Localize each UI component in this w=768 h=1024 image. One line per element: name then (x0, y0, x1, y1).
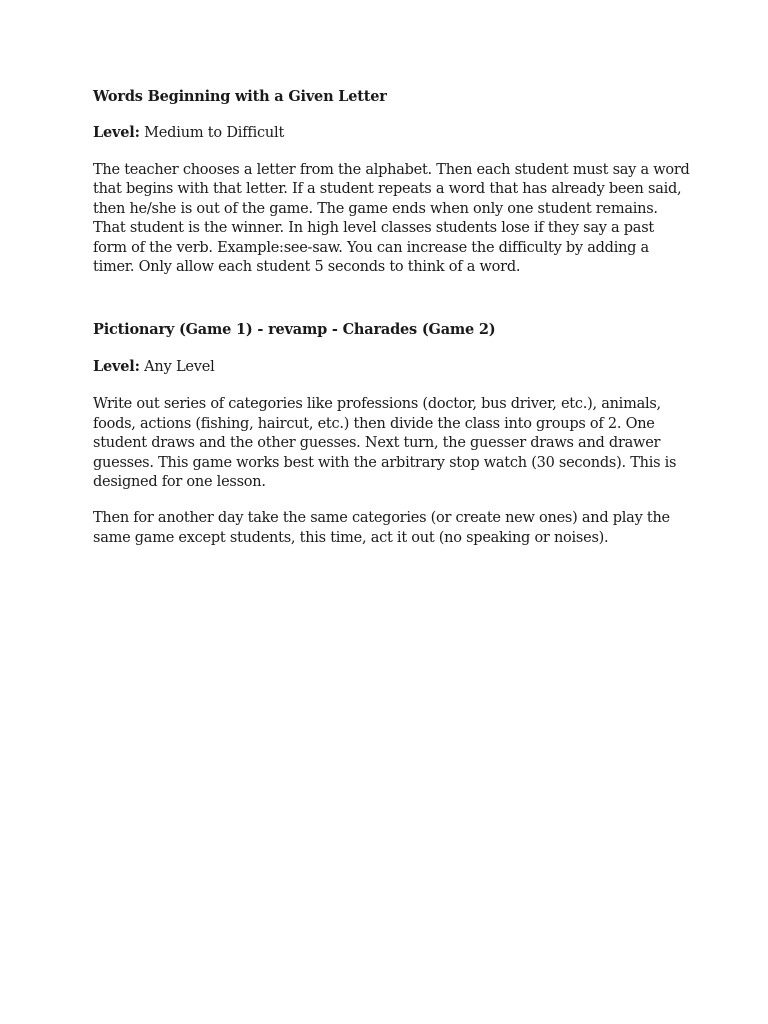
section-title-words-beginning: Words Beginning with a Given Letter (93, 88, 387, 105)
paragraph-line: That student is the winner. In high level classes students lose if they say a past (93, 220, 654, 237)
paragraph-line: timer. Only allow each student 5 seconds to think of a word. (93, 259, 521, 276)
document-page (93, 87, 690, 548)
paragraph-line: foods, actions (fishing, haircut, etc.) then divide the class into groups of 2. One (93, 415, 655, 432)
section-title-pictionary-charades: Pictionary (Game 1) - revamp - Charades (Game 2) (93, 321, 496, 339)
level-label: Level: (93, 124, 140, 141)
level-line-section1 (93, 123, 668, 143)
level-value: Any Level (144, 359, 215, 376)
paragraph-line: then he/she is out of the game. The game ends when only one student remains. (93, 200, 658, 217)
section1-paragraph (93, 161, 690, 277)
paragraph-line: student draws and the other guesses. Next turn, the guesser draws and drawer (93, 435, 661, 452)
paragraph-line: guesses. This game works best with the arbitrary stop watch (30 seconds). This is (93, 454, 677, 471)
section2-paragraph-2 (93, 509, 668, 548)
paragraph-line: form of the verb. Example:see-saw. You can increase the difficulty by adding a (93, 239, 649, 256)
level-line-section2 (93, 357, 668, 377)
level-value: Medium to Difficult (144, 125, 285, 141)
section2-paragraph-1 (93, 395, 677, 492)
paragraph-line: that begins with that letter. If a student repeats a word that has already been said, (93, 181, 682, 198)
paragraph-line: same game except students, this time, act it out (no speaking or noises). (93, 529, 609, 546)
level-label: Level: (93, 358, 140, 376)
paragraph-line: Write out series of categories like professions (doctor, bus driver, etc.), animals, (93, 396, 661, 413)
paragraph-line: Then for another day take the same categories (or create new ones) and play the (93, 510, 670, 527)
paragraph-line: designed for one lesson. (93, 474, 266, 491)
paragraph-line: The teacher chooses a letter from the alphabet. Then each student must say a word (93, 162, 690, 178)
